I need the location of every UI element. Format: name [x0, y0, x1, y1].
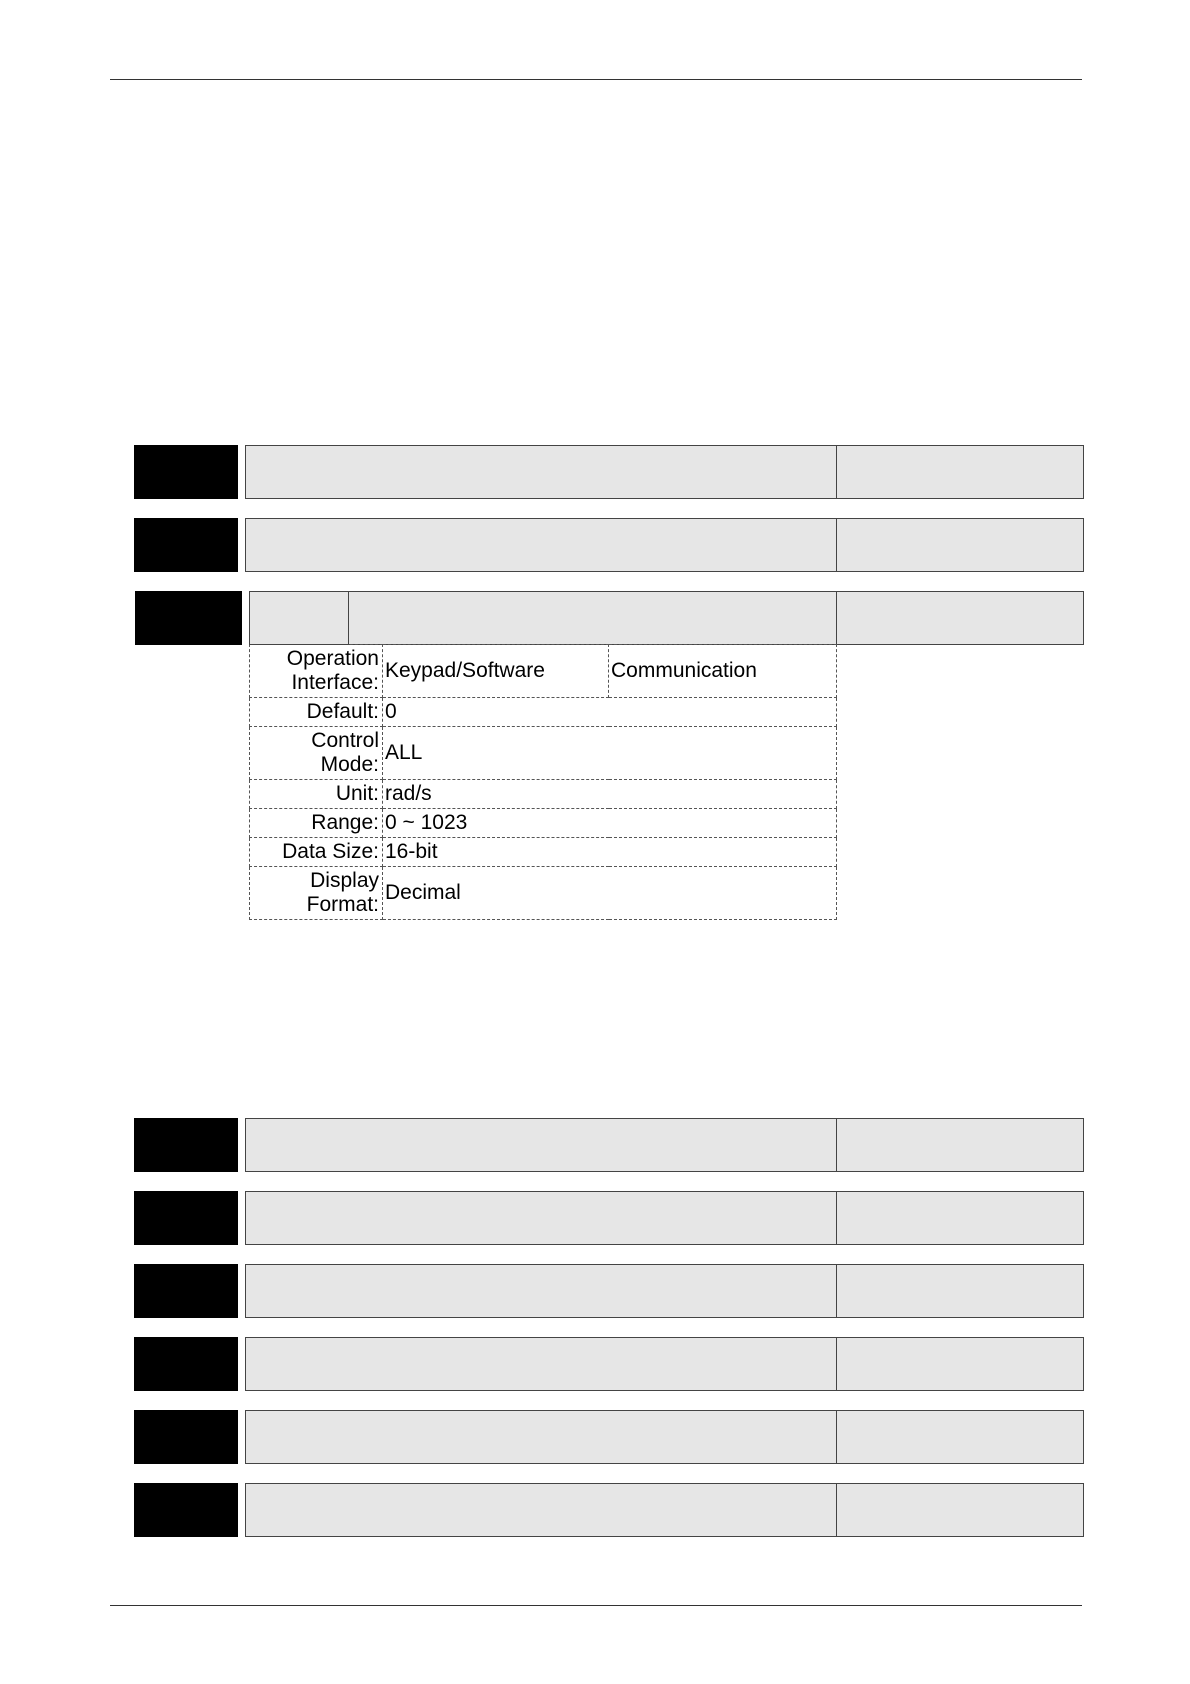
parameter-header-row-current: [134, 591, 1083, 645]
parameter-name-cell: [245, 1191, 837, 1245]
unit-label: Unit:: [250, 780, 383, 809]
parameter-name-cell: [245, 1483, 837, 1537]
parameter-header-row: [134, 1483, 1083, 1537]
operation-interface-row: [250, 645, 837, 698]
parameter-header-row: [134, 1118, 1083, 1172]
parameter-code-block: [134, 1118, 238, 1172]
default-value: 0: [383, 698, 837, 727]
parameter-header-row: [134, 1337, 1083, 1391]
parameter-header-row: [134, 445, 1083, 499]
parameter-header-row: [134, 1410, 1083, 1464]
parameter-address-cell: [836, 1118, 1084, 1172]
operation-interface-label: Operation Interface:: [250, 645, 383, 698]
range-row: [250, 809, 837, 838]
parameter-symbol-cell: [249, 591, 349, 645]
parameter-header-row: [134, 1264, 1083, 1318]
control-mode-value: ALL: [383, 727, 837, 780]
parameter-name-cell: [245, 1264, 837, 1318]
control-mode-label: Control Mode:: [250, 727, 383, 780]
parameter-address-cell: [836, 1337, 1084, 1391]
parameter-code-block: [134, 1191, 238, 1245]
parameter-address-cell: [836, 1191, 1084, 1245]
parameter-code-block: [134, 1264, 238, 1318]
parameter-address-cell: [836, 1264, 1084, 1318]
parameter-name-cell: [245, 1118, 837, 1172]
parameter-code-block: [134, 445, 238, 499]
control-mode-row: [250, 727, 837, 780]
data-size-value: 16-bit: [383, 838, 837, 867]
parameter-name-cell: [245, 1337, 837, 1391]
footer-rule: [110, 1605, 1082, 1606]
parameter-name-cell: [245, 518, 837, 572]
parameter-address-cell: [836, 1483, 1084, 1537]
parameter-code-block: [134, 1483, 238, 1537]
parameter-address-cell: [836, 591, 1084, 645]
parameter-code-block: [134, 1337, 238, 1391]
parameter-address-cell: [836, 518, 1084, 572]
unit-row: [250, 780, 837, 809]
parameter-code-block: [135, 591, 242, 645]
operation-interface-communication-value: Communication: [609, 645, 837, 698]
parameter-name-cell: [245, 1410, 837, 1464]
display-format-label: Display Format:: [250, 867, 383, 920]
display-format-row: [250, 867, 837, 920]
range-label: Range:: [250, 809, 383, 838]
header-rule: [110, 79, 1082, 80]
parameter-code-block: [134, 518, 238, 572]
data-size-label: Data Size:: [250, 838, 383, 867]
parameter-code-block: [134, 1410, 238, 1464]
parameter-address-cell: [836, 1410, 1084, 1464]
operation-interface-keypad-value: Keypad/Software: [383, 645, 609, 698]
range-value: 0 ~ 1023: [383, 809, 837, 838]
default-label: Default:: [250, 698, 383, 727]
parameter-properties-table: [249, 644, 837, 920]
default-row: [250, 698, 837, 727]
unit-value: rad/s: [383, 780, 837, 809]
parameter-address-cell: [836, 445, 1084, 499]
parameter-header-row: [134, 1191, 1083, 1245]
data-size-row: [250, 838, 837, 867]
parameter-header-row: [134, 518, 1083, 572]
display-format-value: Decimal: [383, 867, 837, 920]
parameter-name-cell: [245, 445, 837, 499]
